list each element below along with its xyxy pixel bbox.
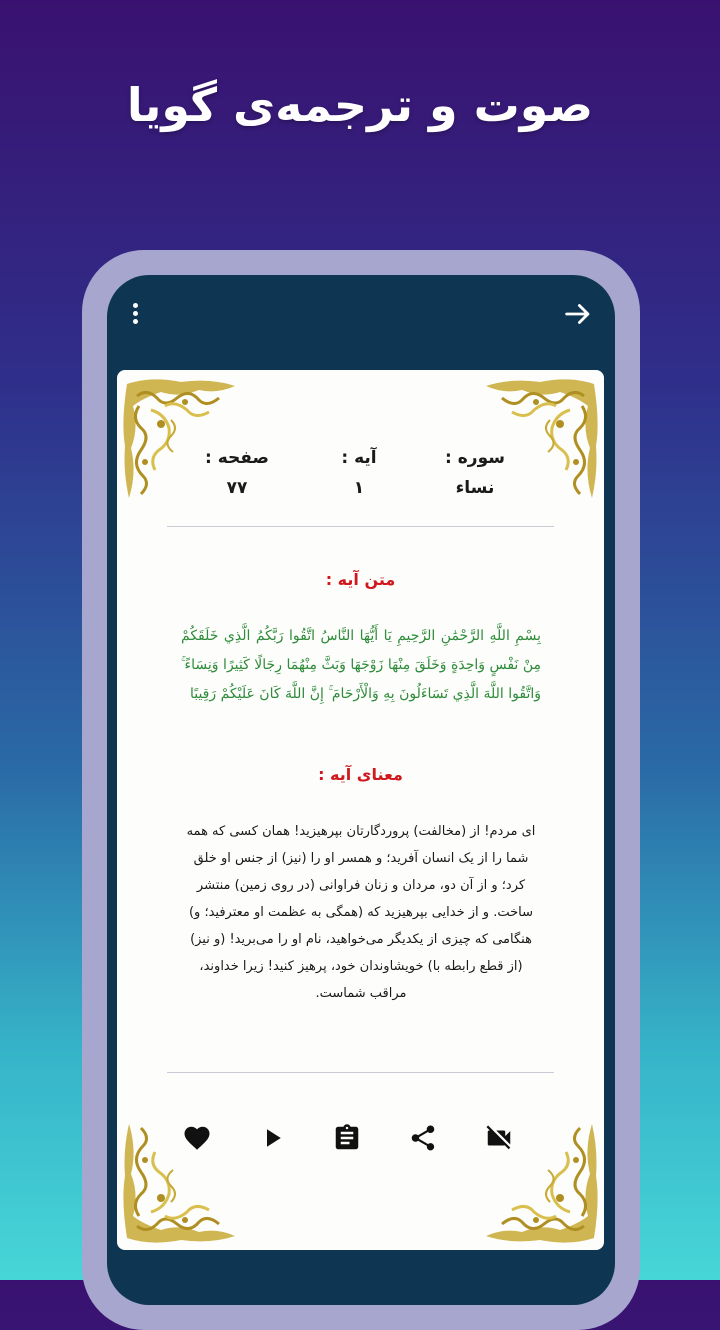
ayah-value: ۱ (353, 478, 365, 498)
ayah-label: آیه : (341, 448, 377, 468)
page-info (177, 448, 297, 498)
heart-icon[interactable] (177, 1118, 217, 1158)
app-screen (107, 275, 615, 1305)
verse-card (117, 370, 604, 1250)
app-bar (107, 275, 615, 355)
promo-title: صوت و ترجمه‌ی گویا (126, 78, 594, 132)
verse-arabic-text: بِسْمِ اللَّهِ الرَّحْمَٰنِ الرَّحِيمِ يَا أَيُّهَا النَّاسُ اتَّقُوا رَبَّكُمُ الَّذِي خَلَقَكُمْ مِنْ نَفْسٍ وَاحِدَةٍ وَخَلَقَ مِنْهَا زَوْجَهَا وَبَثَّ مِنْهُمَا رِجَالًا كَثِيرًا وَنِسَاءً ۚ وَاتَّقُوا اللَّهَ الَّذِي تَسَاءَلُونَ بِهِ وَالْأَرْحَامَ ۚ إِنَّ اللَّهَ كَانَ عَلَيْكُمْ رَقِيبًا (181, 628, 541, 702)
page-value: ۷۷ (226, 478, 248, 498)
verse-meaning-heading: معنای آیه : (318, 765, 403, 784)
surah-label: سوره : (445, 448, 505, 468)
play-icon[interactable] (252, 1118, 292, 1158)
divider (167, 526, 554, 527)
verse-text-heading: متن آیه : (325, 570, 396, 589)
videocam-off-icon[interactable] (479, 1118, 519, 1158)
divider (167, 1072, 554, 1073)
surah-value: نساء (455, 478, 495, 498)
clipboard-icon[interactable] (327, 1118, 367, 1158)
page-label: صفحه : (205, 448, 269, 468)
share-icon[interactable] (403, 1118, 443, 1158)
surah-info (415, 448, 535, 498)
more-vert-icon[interactable] (123, 297, 147, 329)
action-bar (177, 1118, 544, 1158)
verse-translation: ای مردم! از (مخالفت) پروردگارتان بپرهیزید! همان کسی که همه شما را از یک انسان آفرید؛ و همسر او را (نیز) از جنس او خلق کرد؛ و از آن دو، مردان و زنان فراوانی (در روی زمین) منتشر ساخت. و از خدایی بپرهیزید که (همگی به عظمت او معترفید؛ و) هنگامی که چیزی از یکدیگر می‌خواهید، نام او را می‌برید! (و نیز) (از قطع رابطه با) خویشاوندان خود، پرهیز کنید! زیرا خداوند، مراقب شماست. (186, 824, 536, 1001)
arrow-right-icon[interactable] (561, 297, 595, 331)
ayah-info (299, 448, 419, 498)
